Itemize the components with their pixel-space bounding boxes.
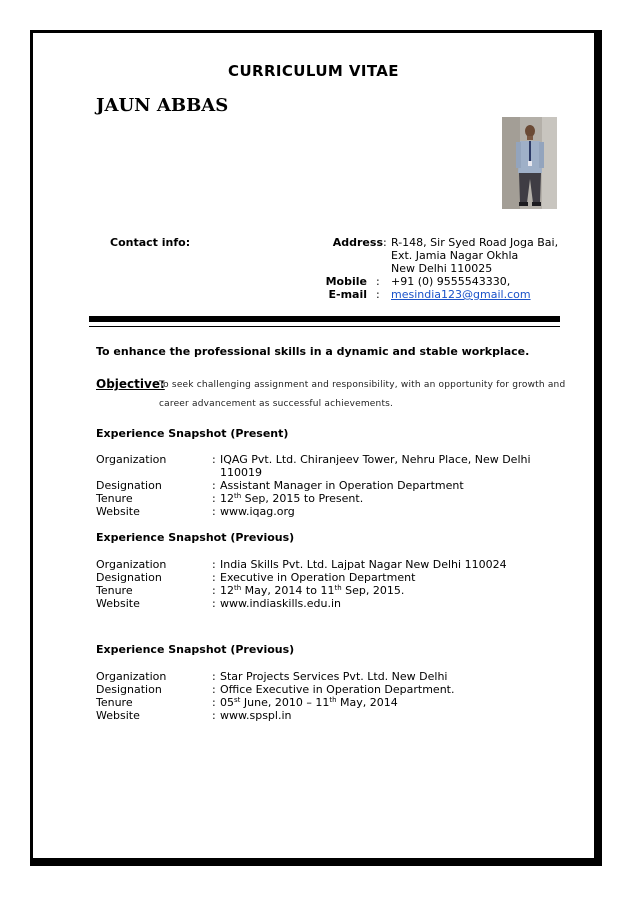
summary-statement: To enhance the professional skills in a dynamic and stable workplace. [96,345,530,358]
field-value: 110019 [220,466,262,479]
experience-heading: Experience Snapshot (Previous) [96,531,295,544]
objective-line-1: To seek challenging assignment and responsibility, with an opportunity for growth and [159,380,566,390]
field-label: Website [96,505,140,518]
field-value: 05st June, 2010 – 11th May, 2014 [220,696,398,709]
field-label: Website [96,597,140,610]
mobile-label: Mobile [325,275,367,288]
objective-label: Objective: [96,377,165,391]
field-label: Designation [96,479,162,492]
field-label: Website [96,709,140,722]
address-label: Address [332,236,383,249]
field-value: Star Projects Services Pvt. Ltd. New Delhi [220,670,448,683]
address-line-2: Ext. Jamia Nagar Okhla [391,249,519,262]
website-link[interactable]: www.iqag.org [220,505,295,518]
website-link[interactable]: www.indiaskills.edu.in [220,597,342,610]
email-label: E-mail [328,288,367,301]
email-colon: : [376,288,380,301]
field-label: Tenure [96,584,133,597]
document-title: CURRICULUM VITAE [228,62,399,80]
candidate-name: JAUN ABBAS [96,95,229,116]
field-label: Designation [96,683,162,696]
address-colon: : [383,236,387,249]
field-label: Designation [96,571,162,584]
divider-thin [89,326,560,327]
page-frame: CURRICULUM VITAE JAUN ABBAS Contact info: Address : R-148, Sir Syed Road Joga Bai, Ext. Jamia Nagar Okhla New Delhi 110025 Mobile : +91 (0) 9555543330, E-mail : mesindia123@gmail.com To enhance the professional skills in a dynamic and stable workplace. Objective: To seek challenging assignment and responsibility, with an opportunity for growth and career advancement as successful achievements. Experience Snapshot (Present) Organization : IQAG Pvt. Ltd. Chiranjeev Tower, Nehru Place, New Delhi 110019 Designation : Assistant Manager in Operation Department Tenure : 12th Sep, 2015 to Present. Website : www.iqag.org Experience Snapshot (Previous) Organization : India Skills Pvt. Ltd. Lajpat Nagar New Delhi 110024 Designation : Executive in Operation Department Tenure : 12th May, 2014 to 11th Sep, 2015. Website : www.indiaskills.edu.in Experience Snapshot (Previous) Organization : Star Projects Services Pvt. Ltd. New Delhi Designation : Office Executive in Operation Department. Tenure : 05st June, 2010 – 11th May, 2014 Website : www.spspl.in [30,30,602,866]
mobile-colon: : [376,275,380,288]
experience-heading: Experience Snapshot (Present) [96,427,289,440]
email-link[interactable]: mesindia123@gmail.com [391,288,531,301]
field-label: Tenure [96,696,133,709]
address-line-3: New Delhi 110025 [391,262,493,275]
field-label: Tenure [96,492,133,505]
divider-thick [89,316,560,322]
field-label: Organization [96,558,167,571]
field-value: 12th May, 2014 to 11th Sep, 2015. [220,584,405,597]
experience-heading: Experience Snapshot (Previous) [96,643,295,656]
field-label: Organization [96,670,167,683]
objective-line-2: career advancement as successful achievements. [159,399,394,409]
field-value: Office Executive in Operation Department. [220,683,455,696]
field-value: 12th Sep, 2015 to Present. [220,492,364,505]
field-value: India Skills Pvt. Ltd. Lajpat Nagar New Delhi 110024 [220,558,507,571]
contact-heading: Contact info: [110,236,191,249]
field-value: Executive in Operation Department [220,571,416,584]
website-link[interactable]: www.spspl.in [220,709,292,722]
field-value: IQAG Pvt. Ltd. Chiranjeev Tower, Nehru Place, New Delhi [220,453,531,466]
field-value: Assistant Manager in Operation Department [220,479,464,492]
field-label: Organization [96,453,167,466]
address-line-1: R-148, Sir Syed Road Joga Bai, [391,236,559,249]
mobile-value: +91 (0) 9555543330, [391,275,511,288]
profile-photo [502,117,557,209]
